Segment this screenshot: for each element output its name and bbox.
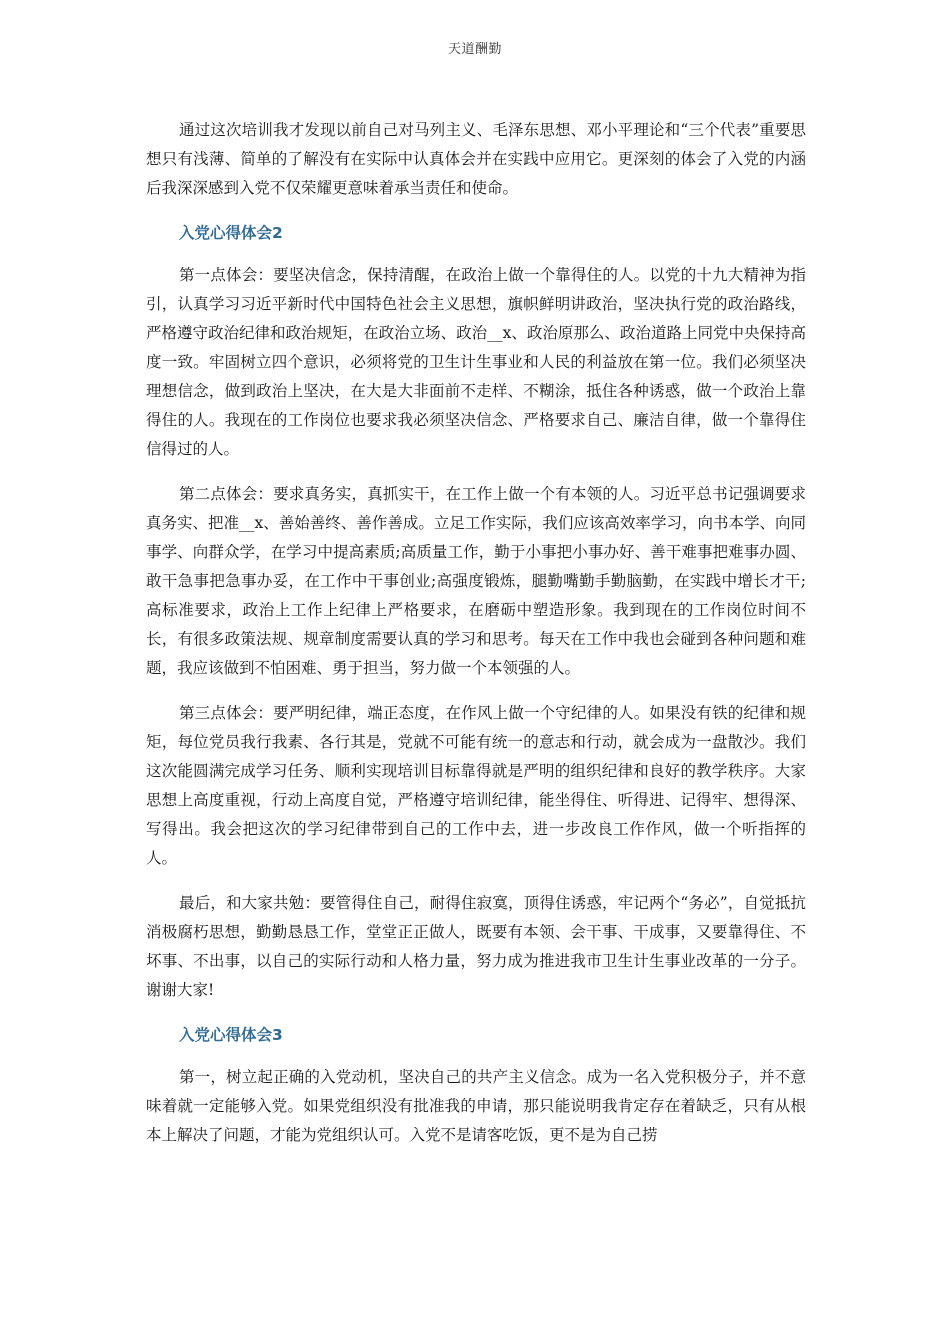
section-heading-2: 入党心得体会2 <box>179 224 283 242</box>
page-header: 天道酬勤 <box>447 42 502 57</box>
intro-paragraph: 通过这次培训我才发现以前自己对马列主义、毛泽东思想、邓小平理论和“三个代表”重要思想只有浅薄、简单的了解没有在实际中认真体会并在实践中应用它。更深刻的体会了入党的内涵后我深深感到入党不仅荣耀更意味着承当责任和使命。 <box>146 121 806 197</box>
section2-paragraph-2: 第二点体会：要求真务实，真抓实干，在工作上做一个有本领的人。习近平总书记强调要求真务实、把准__x、善始善终、善作善成。立足工作实际，我们应该高效率学习，向书本学、向同事学、向群众学，在学习中提高素质;高质量工作，勤于小事把小事办好、善干难事把难事办圆、敢干急事把急事办妥，在工作中干事创业;高强度锻炼，腿勤嘴勤手勤脑勤，在实践中增长才干;高标准要求，政治上工作上纪律上严格要求，在磨砺中塑造形象。我到现在的工作岗位时间不长，有很多政策法规、规章制度需要认真的学习和思考。每天在工作中我也会碰到各种问题和难题，我应该做到不怕困难、勇于担当，努力做一个本领强的人。 <box>146 485 806 677</box>
section3-paragraph-1: 第一，树立起正确的入党动机，坚决自己的共产主义信念。成为一名入党积极分子，并不意味着就一定能够入党。如果党组织没有批准我的申请，那只能说明我肯定存在着缺乏，只有从根本上解决了问题，才能为党组织认可。入党不是请客吃饭，更不是为自己捞 <box>146 1068 806 1144</box>
section2-paragraph-3: 第三点体会：要严明纪律，端正态度，在作风上做一个守纪律的人。如果没有铁的纪律和规矩，每位党员我行我素、各行其是，党就不可能有统一的意志和行动，就会成为一盘散沙。我们这次能圆满完成学习任务、顺利实现培训目标靠得就是严明的组织纪律和良好的教学秩序。大家思想上高度重视，行动上高度自觉，严格遵守培训纪律，能坐得住、听得进、记得牢、想得深、写得出。我会把这次的学习纪律带到自己的工作中去，进一步改良工作作风，做一个听指挥的人。 <box>146 704 806 867</box>
document-body <box>146 116 806 1166</box>
section-heading-3: 入党心得体会3 <box>179 1026 283 1044</box>
section2-paragraph-1: 第一点体会：要坚决信念，保持清醒，在政治上做一个靠得住的人。以党的十九大精神为指引，认真学习习近平新时代中国特色社会主义思想，旗帜鲜明讲政治，坚决执行党的政治路线，严格遵守政治纪律和政治规矩，在政治立场、政治__x、政治原那么、政治道路上同党中央保持高度一致。牢固树立四个意识，必须将党的卫生计生事业和人民的利益放在第一位。我们必须坚决理想信念，做到政治上坚决，在大是大非面前不走样、不糊涂，抵住各种诱惑，做一个政治上靠得住的人。我现在的工作岗位也要求我必须坚决信念、严格要求自己、廉洁自律，做一个靠得住信得过的人。 <box>146 266 806 458</box>
section2-paragraph-4: 最后，和大家共勉：要管得住自己，耐得住寂寞，顶得住诱惑，牢记两个“务必”，自觉抵抗消极腐朽思想，勤勤恳恳工作，堂堂正正做人，既要有本领、会干事、干成事，又要靠得住、不坏事、不出事，以自己的实际行动和人格力量，努力成为推进我市卫生计生事业改革的一分子。谢谢大家! <box>146 894 806 999</box>
